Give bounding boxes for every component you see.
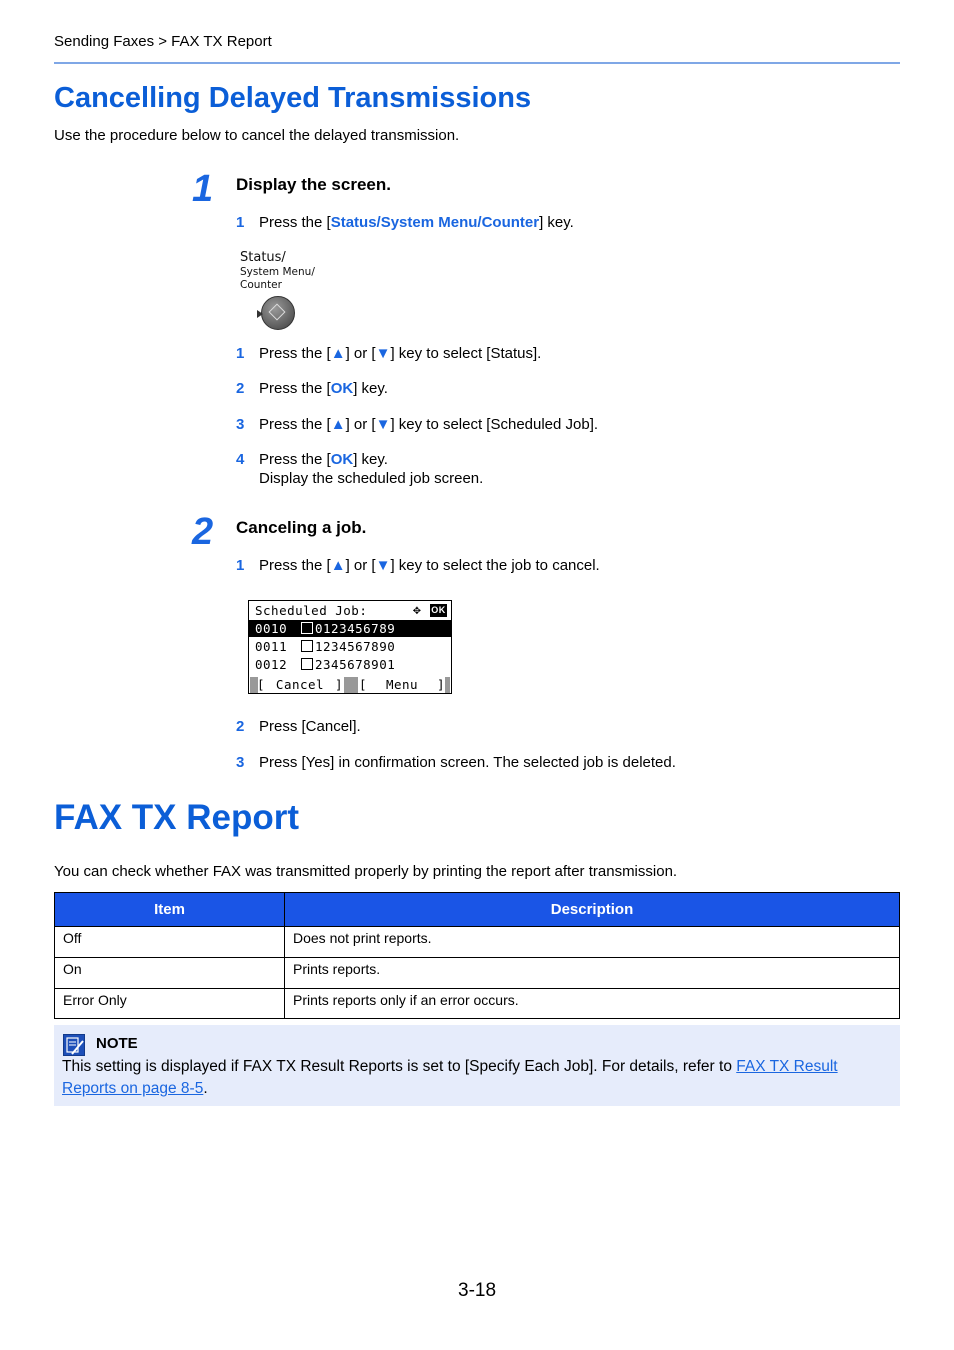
table-row: On Prints reports. xyxy=(55,958,900,989)
section-intro: Use the procedure below to cancel the delayed transmission. xyxy=(54,127,460,144)
step-title-1: Display the screen. xyxy=(236,175,391,194)
note-body: This setting is displayed if FAX TX Result Reports is set to [Specify Each Job]. For details, refer to FAX TX Result Reports on page 8-5. xyxy=(62,1058,838,1097)
fax-icon xyxy=(301,640,313,652)
lcd-job-row[interactable]: 0010 0123456789 xyxy=(249,620,451,637)
status-key-image: Status/ System Menu/ Counter xyxy=(239,250,329,332)
section-title-cancelling: Cancelling Delayed Transmissions xyxy=(54,82,532,114)
step-title-2: Canceling a job. xyxy=(236,518,367,537)
substep: 4 Press the [OK] key. Display the scheduled job screen. xyxy=(236,451,484,487)
fax-icon xyxy=(301,658,313,670)
substep: 2 Press the [OK] key. xyxy=(236,380,388,397)
page-number: 3-18 xyxy=(458,1280,497,1301)
fax-icon xyxy=(301,622,313,634)
menu-softkey[interactable]: [ Menu ] xyxy=(359,677,445,692)
breadcrumb: Sending Faxes > FAX TX Report xyxy=(54,33,272,50)
table-row: Error Only Prints reports only if an error occurs. xyxy=(55,989,900,1019)
table-row: Off Does not print reports. xyxy=(55,927,900,958)
step-number-2: 2 xyxy=(192,511,214,553)
substep: 1 Press the [▲] or [▼] key to select the job to cancel. xyxy=(236,557,600,574)
section-intro: You can check whether FAX was transmitted properly by printing the report after transmission. xyxy=(54,863,678,880)
table-header-item: Item xyxy=(55,893,285,927)
note-link[interactable]: FAX TX Result Reports on page 8-5 xyxy=(62,1058,838,1097)
note-pencil-icon xyxy=(63,1034,85,1056)
cancel-softkey[interactable]: [ Cancel ] xyxy=(257,677,343,692)
section-title-fax-tx-report: FAX TX Report xyxy=(54,798,300,837)
substep: 1 Press the [▲] or [▼] key to select [Status]. xyxy=(236,345,542,362)
substep: 3 Press the [▲] or [▼] key to select [Scheduled Job]. xyxy=(236,416,599,433)
status-key-button-icon xyxy=(261,296,295,330)
arrow-cross-icon: ✥ xyxy=(413,603,422,618)
lcd-screen xyxy=(248,600,452,694)
lcd-job-row[interactable]: 0011 1234567890 xyxy=(255,639,396,654)
ok-icon: OK xyxy=(431,605,446,615)
lcd-title-row: Scheduled Job: ✥ OK xyxy=(255,603,446,618)
step-number-1: 1 xyxy=(192,168,214,210)
note-box xyxy=(54,1025,900,1106)
table-header-description: Description xyxy=(285,893,900,927)
substep: 3 Press [Yes] in confirmation screen. The selected job is deleted. xyxy=(236,754,676,771)
lcd-softkeys xyxy=(249,675,451,694)
substep: 2 Press [Cancel]. xyxy=(236,718,361,735)
header-rule xyxy=(54,62,900,64)
note-title: NOTE xyxy=(96,1035,138,1052)
substep: 1 Press the [Status/System Menu/Counter] key. xyxy=(236,214,574,231)
report-settings-table xyxy=(54,892,900,1019)
lcd-job-row[interactable]: 0012 2345678901 xyxy=(255,657,396,672)
